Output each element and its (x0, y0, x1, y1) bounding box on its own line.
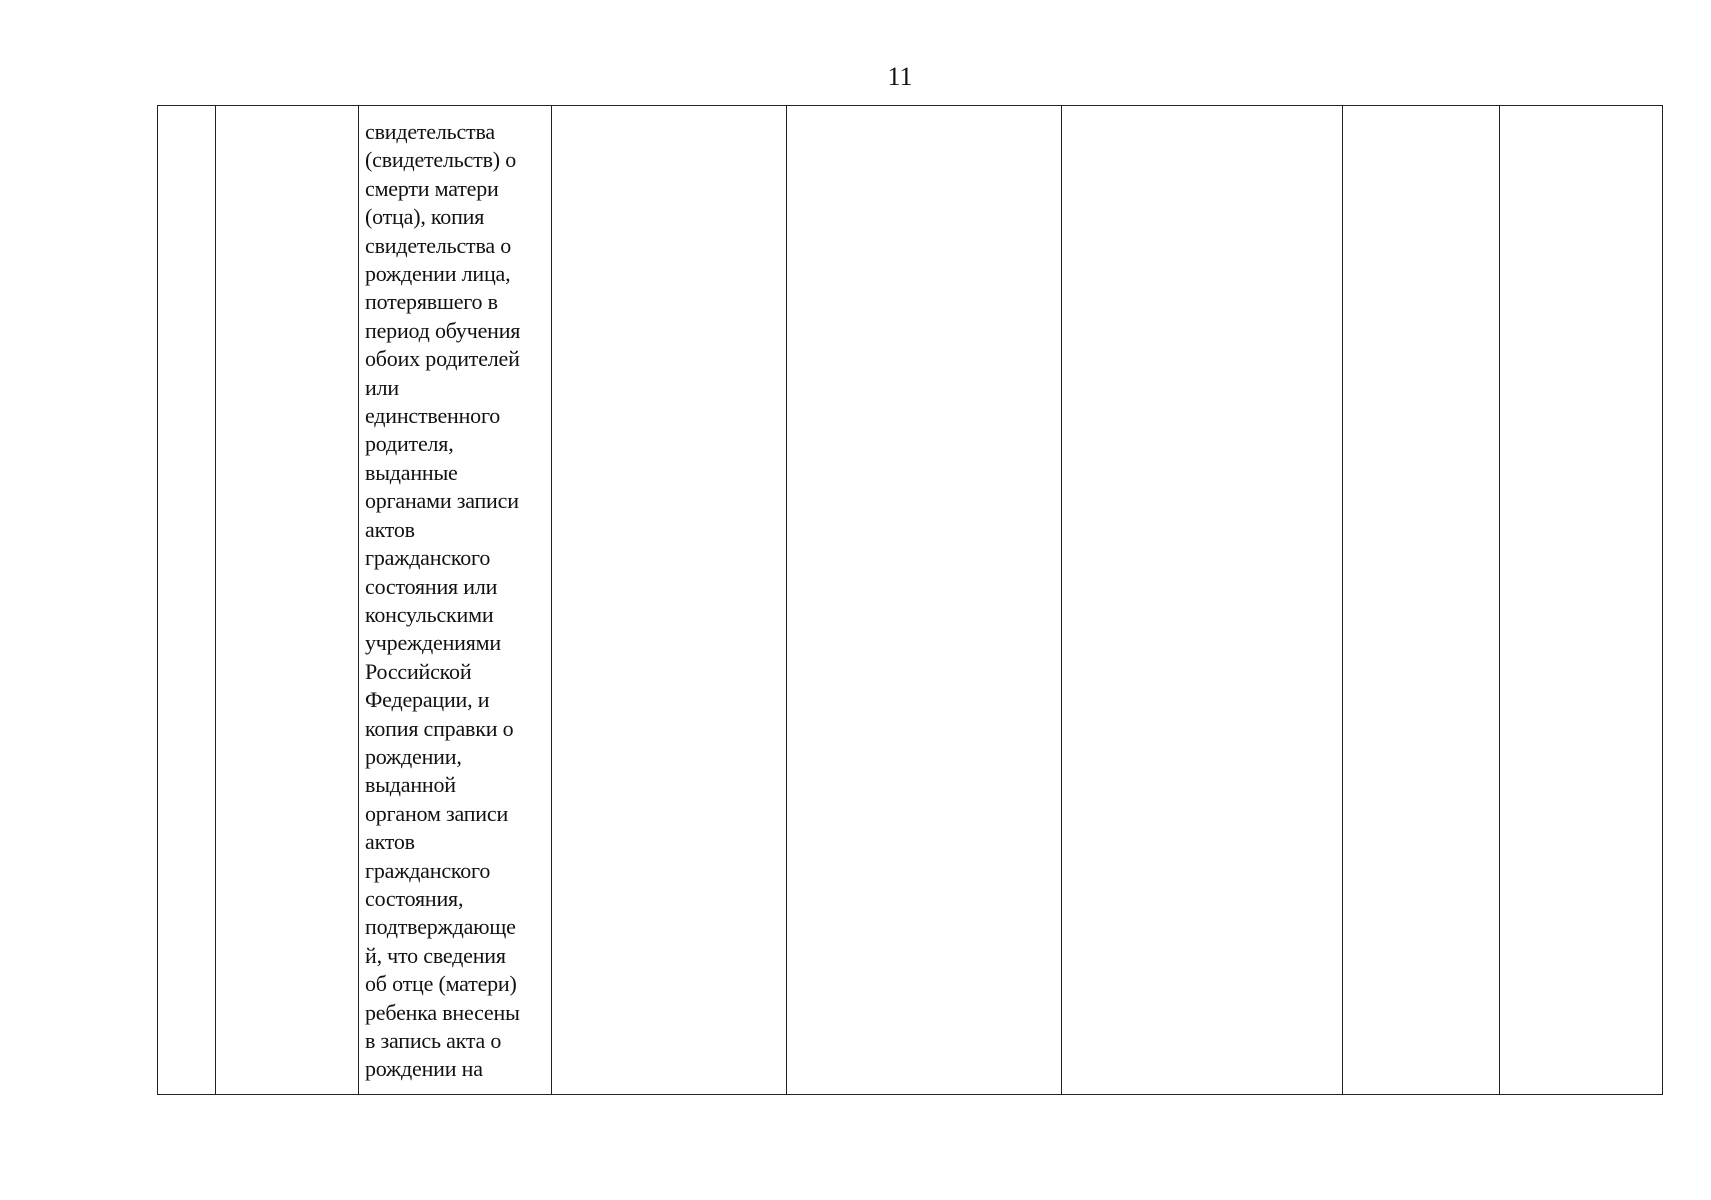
table-cell-6 (1062, 106, 1343, 1095)
table-row (158, 106, 1663, 1095)
document-list-text: свидетельства (свидетельств) о смерти матери (отца), копия свидетельства о рождении лица, потерявшего в период обучения обоих родителей или единственного родителя, выданные органами записи актов гражданского состояния или консульскими учреждениями Российской Федерации, и копия справки о рождении, выданной органом записи актов гражданского состояния, подтверждающе й, что сведения об отце (матери) ребенка внесены в запись акта о рождении на (365, 119, 521, 1082)
table-cell-4 (552, 106, 787, 1095)
table-cell-1 (158, 106, 216, 1095)
document-table (157, 105, 1663, 1095)
page-number: 11 (887, 62, 913, 91)
table-cell-8 (1500, 106, 1663, 1095)
table-cell-7 (1343, 106, 1500, 1095)
table-cell-2 (216, 106, 359, 1095)
table-cell-3 (359, 106, 552, 1095)
table-cell-5 (787, 106, 1062, 1095)
